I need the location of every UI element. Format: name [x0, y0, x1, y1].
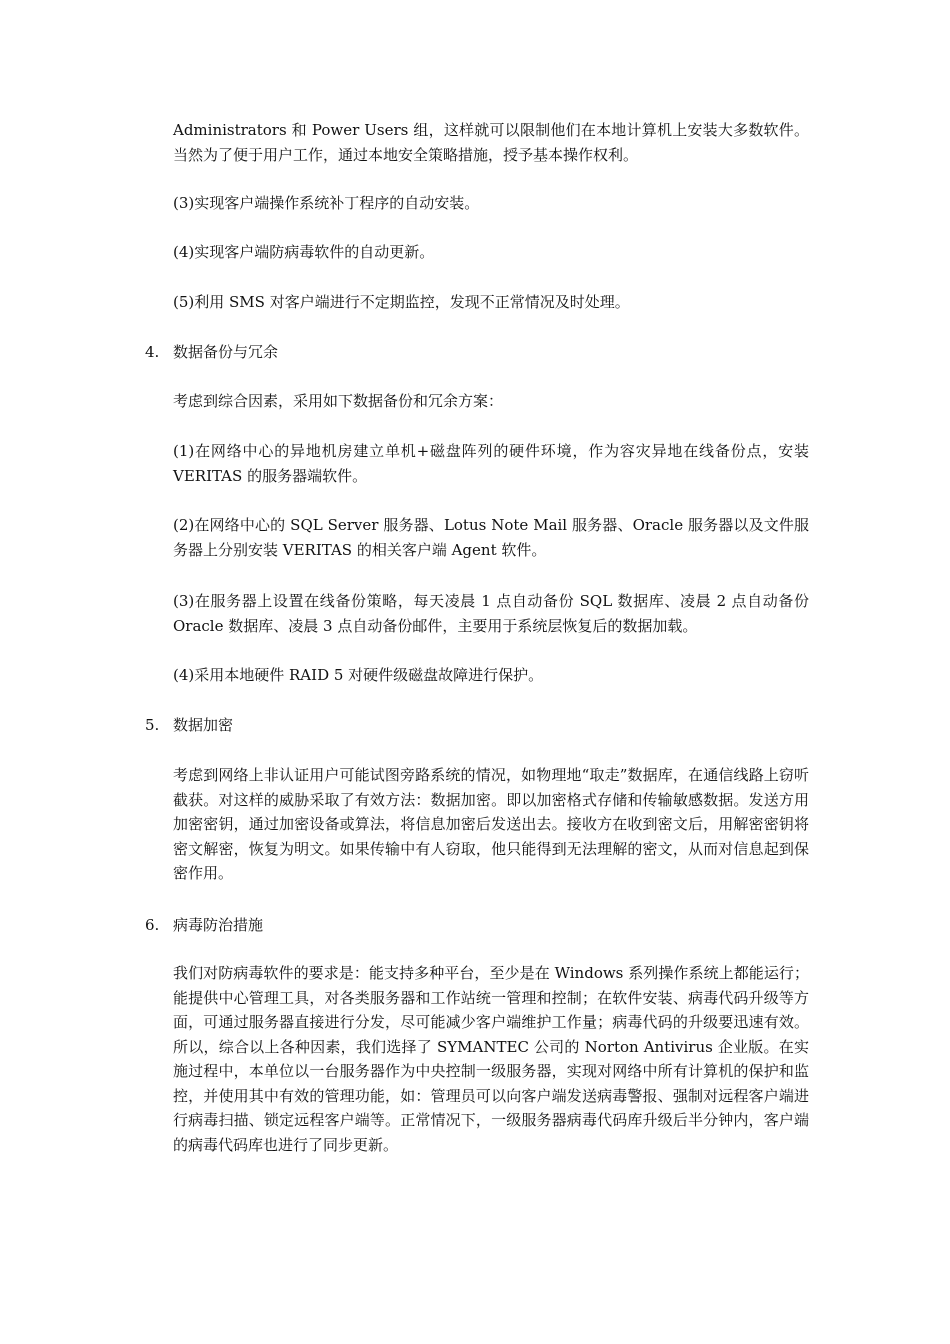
- paragraph-backup-item-4: (4)采用本地硬件 RAID 5 对硬件级磁盘故障进行保护。: [173, 666, 544, 684]
- section-title: 病毒防治措施: [173, 916, 264, 934]
- section-number: 5.: [145, 716, 160, 734]
- paragraph-backup-item-1: (1)在网络中心的异地机房建立单机+磁盘阵列的硬件环境，作为容灾异地在线备份点，安装 VERITAS 的服务器端软件。: [173, 442, 809, 485]
- paragraph-patch-install: (3)实现客户端操作系统补丁程序的自动安装。: [173, 194, 480, 212]
- section-number: 4.: [145, 343, 160, 361]
- section-number: 6.: [145, 916, 160, 934]
- section-heading-encryption: [145, 713, 805, 737]
- paragraph-antivirus-update: (4)实现客户端防病毒软件的自动更新。: [173, 243, 435, 261]
- paragraph-admin-groups: Administrators 和 Power Users 组，这样就可以限制他们在本地计算机上安装大多数软件。当然为了便于用户工作，通过本地安全策略措施，授予基本操作权利。: [173, 121, 809, 164]
- paragraph-backup-intro: 考虑到综合因素，采用如下数据备份和冗余方案：: [173, 392, 504, 410]
- section-heading-antivirus: [145, 913, 805, 937]
- paragraph-antivirus: 我们对防病毒软件的要求是：能支持多种平台，至少是在 Windows 系列操作系统上都能运行；能提供中心管理工具，对各类服务器和工作站统一管理和控制；在软件安装、病毒代码升级等方面，可通过服务器直接进行分发，尽可能减少客户端维护工作量；病毒代码的升级要迅速有效。所以，综合以上各种因素，我们选择了 SYMANTEC 公司的 Norton Antivirus 企业版。在实施过程中，本单位以一台服务器作为中央控制一级服务器，实现对网络中所有计算机的保护和监控，并使用其中有效的管理功能，如：管理员可以向客户端发送病毒警报、强制对远程客户端进行病毒扫描、锁定远程客户端等。正常情况下，一级服务器病毒代码库升级后半分钟内，客户端的病毒代码库也进行了同步更新。: [173, 964, 809, 1154]
- paragraph-sms-monitor: (5)利用 SMS 对客户端进行不定期监控，发现不正常情况及时处理。: [173, 293, 630, 311]
- section-heading-backup: [145, 340, 805, 364]
- section-title: 数据加密: [173, 716, 234, 734]
- section-title: 数据备份与冗余: [173, 343, 279, 361]
- paragraph-backup-item-2: (2)在网络中心的 SQL Server 服务器、Lotus Note Mail 服务器、Oracle 服务器以及文件服务器上分别安装 VERITAS 的相关客户端 Agent 软件。: [173, 516, 809, 559]
- paragraph-backup-item-3: (3)在服务器上设置在线备份策略，每天凌晨 1 点自动备份 SQL 数据库、凌晨 2 点自动备份 Oracle 数据库、凌晨 3 点自动备份邮件，主要用于系统层恢复后的数据加载。: [173, 592, 809, 635]
- paragraph-encryption: 考虑到网络上非认证用户可能试图旁路系统的情况，如物理地“取走”数据库，在通信线路上窃听截获。对这样的威胁采取了有效方法：数据加密。即以加密格式存储和传输敏感数据。发送方用加密密钥，通过加密设备或算法，将信息加密后发送出去。接收方在收到密文后，用解密密钥将密文解密，恢复为明文。如果传输中有人窃取，他只能得到无法理解的密文，从而对信息起到保密作用。: [173, 766, 809, 882]
